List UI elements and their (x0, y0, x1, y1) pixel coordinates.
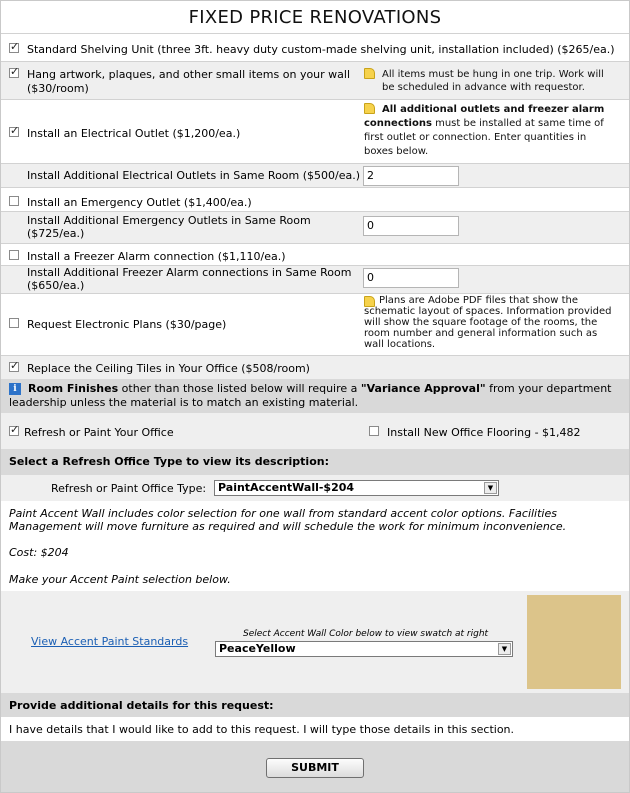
emergency-label: Install an Emergency Outlet ($1,400/ea.) (27, 196, 252, 209)
plans-note-line1: Plans are Adobe PDF files that show the (379, 295, 579, 306)
accent-select-caption: Select Accent Wall Color below to view swatch at right (243, 629, 489, 639)
row-artwork (1, 61, 629, 99)
refresh-checkbox[interactable] (9, 426, 19, 436)
freezer-checkbox[interactable] (9, 250, 19, 260)
electrical-note-line1: All additional outlets and freezer alarm (382, 104, 605, 115)
refresh-type-value: PaintAccentWall-$204 (218, 481, 355, 494)
additional-emergency-label-line2: ($725/ea.) (27, 227, 85, 240)
accent-color-value: PeaceYellow (219, 642, 296, 655)
artwork-checkbox[interactable] (9, 68, 19, 78)
refresh-type-label: Refresh or Paint Office Type: (51, 482, 207, 495)
electrical-note-line2 (364, 117, 604, 131)
artwork-label-line2: ($30/room) (27, 82, 89, 95)
freezer-label: Install a Freezer Alarm connection ($1,110/ea.) (27, 250, 286, 263)
additional-freezer-label-line2: ($650/ea.) (27, 279, 85, 292)
description-line2: Management will move furniture as required and will schedule the work for minimum inconvenience. (9, 520, 567, 533)
row-plans (1, 293, 629, 355)
description-cost: Cost: $204 (9, 546, 69, 559)
artwork-note-line2: be scheduled in advance with requestor. (382, 82, 585, 93)
artwork-note-line1: All items must be hung in one trip. Work will (382, 69, 604, 80)
finishes-text-2: from your department (485, 382, 612, 395)
note-icon (364, 68, 375, 79)
plans-note-line4: room number and general information such as (364, 328, 598, 339)
details-header-text: Provide additional details for this request: (9, 699, 274, 712)
refresh-header-text: Select a Refresh Office Type to view its description: (9, 455, 329, 468)
row-additional-freezer (1, 265, 629, 293)
info-icon: i (9, 383, 21, 395)
row-refresh-type (1, 475, 629, 501)
view-accent-paint-link[interactable]: View Accent Paint Standards (31, 635, 189, 648)
flooring-label: Install New Office Flooring - $1,482 (387, 426, 581, 439)
electrical-note-rest: must be installed at same time of (431, 118, 604, 129)
row-electrical (1, 99, 629, 163)
additional-emergency-input[interactable]: 0 (363, 216, 459, 236)
additional-freezer-input[interactable]: 0 (363, 268, 459, 288)
accent-color-select[interactable] (215, 641, 513, 657)
note-icon (364, 103, 375, 114)
submit-button[interactable]: SUBMIT (266, 758, 364, 778)
accent-color-swatch (527, 595, 621, 689)
row-accent-paint (1, 591, 629, 693)
row-freezer (1, 243, 629, 265)
ceiling-checkbox[interactable] (9, 362, 19, 372)
refresh-type-select[interactable] (214, 480, 499, 496)
row-additional-electrical (1, 163, 629, 187)
finishes-notice-line2: leadership unless the material is to match an existing material. (9, 396, 359, 409)
description-line1: Paint Accent Wall includes color selection for one wall from standard accent color options. Facilities (9, 507, 557, 520)
finishes-notice (1, 379, 629, 413)
emergency-checkbox[interactable] (9, 196, 19, 206)
additional-electrical-label: Install Additional Electrical Outlets in Same Room ($500/ea.) (27, 169, 361, 182)
plans-label: Request Electronic Plans ($30/page) (27, 318, 227, 331)
refresh-description (1, 501, 629, 591)
details-header (1, 693, 629, 717)
additional-emergency-label-line1: Install Additional Emergency Outlets in Same Room (27, 214, 311, 227)
dropdown-arrow-icon[interactable]: ▼ (498, 643, 511, 655)
refresh-section-header (1, 449, 629, 475)
submit-area (1, 741, 629, 792)
row-ceiling (1, 355, 629, 379)
row-additional-emergency (1, 211, 629, 243)
details-text: I have details that I would like to add to this request. I will type those details in this section. (9, 723, 515, 736)
ceiling-label: Replace the Ceiling Tiles in Your Office ($508/room) (27, 362, 310, 375)
electrical-checkbox[interactable] (9, 127, 19, 137)
additional-freezer-label-line1: Install Additional Freezer Alarm connections in Same Room (27, 266, 352, 279)
row-shelving (1, 33, 629, 61)
row-emergency (1, 187, 629, 211)
accent-prompt: Make your Accent Paint selection below. (9, 573, 231, 586)
details-textarea[interactable] (1, 717, 629, 741)
plans-note-line5: wall locations. (364, 339, 436, 350)
additional-electrical-input[interactable]: 2 (363, 166, 459, 186)
plans-note-line2: schematic layout of spaces. Information provided (364, 306, 612, 317)
variance-approval-label: "Variance Approval" (360, 382, 486, 395)
shelving-label: Standard Shelving Unit (three 3ft. heavy duty custom-made shelving unit, installation included) ($265/ea.) (27, 43, 615, 56)
refresh-label: Refresh or Paint Your Office (24, 426, 174, 439)
artwork-label-line1: Hang artwork, plaques, and other small items on your wall (27, 68, 351, 81)
flooring-checkbox[interactable] (369, 426, 379, 436)
room-finishes-label: Room Finishes (28, 382, 119, 395)
page-title: FIXED PRICE RENOVATIONS (188, 7, 442, 28)
dropdown-arrow-icon[interactable]: ▼ (484, 482, 497, 494)
electrical-note-line4: boxes below. (364, 146, 429, 157)
row-refresh-flooring (1, 413, 629, 449)
electrical-label: Install an Electrical Outlet ($1,200/ea.) (27, 127, 241, 140)
plans-note-line3: will show the square footage of the rooms, the (364, 317, 598, 328)
finishes-notice-line1 (28, 382, 611, 396)
finishes-text-1: other than those listed below will require a (118, 382, 361, 395)
shelving-checkbox[interactable] (9, 43, 19, 53)
electrical-note-line3: first outlet or connection. Enter quantities in (364, 132, 587, 143)
electrical-note-bold: connections (364, 118, 432, 129)
plans-checkbox[interactable] (9, 318, 19, 328)
